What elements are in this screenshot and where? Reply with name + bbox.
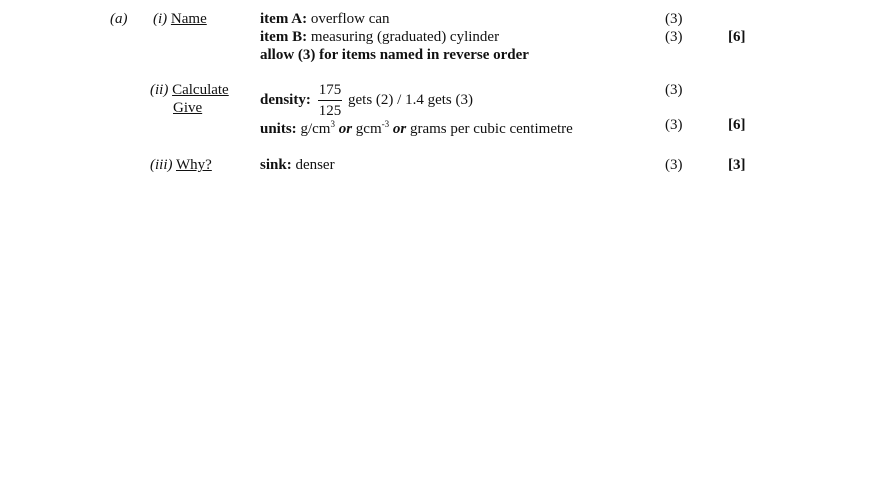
item-a-line <box>260 10 390 28</box>
question-iii-header <box>150 156 212 174</box>
total-i: [6] <box>728 29 746 45</box>
question-ii-header <box>150 81 229 99</box>
sink-label: sink: <box>260 157 292 173</box>
command-why: Why? <box>175 157 212 173</box>
total-ii: [6] <box>728 117 746 133</box>
command-name: Name <box>170 11 207 27</box>
fraction-numerator: 175 <box>318 82 342 98</box>
item-a-text: overflow can <box>310 11 390 27</box>
roman-i: (i) <box>153 11 168 27</box>
sink-text: denser <box>295 157 335 173</box>
unit-g-per-cm3: $g/cm^3$ <box>300 119 335 137</box>
sink-line <box>260 156 335 174</box>
item-a-label: item A: <box>260 11 308 27</box>
command-give: Give <box>173 100 203 116</box>
question-i-header <box>153 10 207 28</box>
or-2: or <box>392 121 407 137</box>
item-b-line <box>260 28 499 46</box>
mark-sink: (3) <box>665 157 683 173</box>
part-a-label: (a) <box>110 11 128 27</box>
density-text: gets (2) / 1.4 gets (3) <box>348 92 473 108</box>
item-b-label: item B: <box>260 29 308 45</box>
total-iii: [3] <box>728 157 746 173</box>
density-label: density: <box>260 92 311 108</box>
unit-gcm-3: gcm$^{-3}$ <box>355 119 390 137</box>
fraction-bar <box>318 100 342 101</box>
roman-ii: (ii) <box>150 82 169 98</box>
roman-iii: (iii) <box>150 157 173 173</box>
mark-item-b: (3) <box>665 29 683 45</box>
mark-density: (3) <box>665 82 683 98</box>
mark-item-a: (3) <box>665 11 683 27</box>
units-label: units: <box>260 121 297 137</box>
unit-words: grams per cubic centimetre <box>409 121 573 137</box>
item-b-text: measuring (graduated) cylinder <box>310 29 500 45</box>
command-calculate: Calculate <box>172 82 229 98</box>
mark-units: (3) <box>665 117 683 133</box>
allow-note: allow (3) for items named in reverse order <box>260 47 529 63</box>
or-1: or <box>338 121 353 137</box>
units-line <box>260 120 573 138</box>
fraction-denominator: 125 <box>318 103 342 119</box>
